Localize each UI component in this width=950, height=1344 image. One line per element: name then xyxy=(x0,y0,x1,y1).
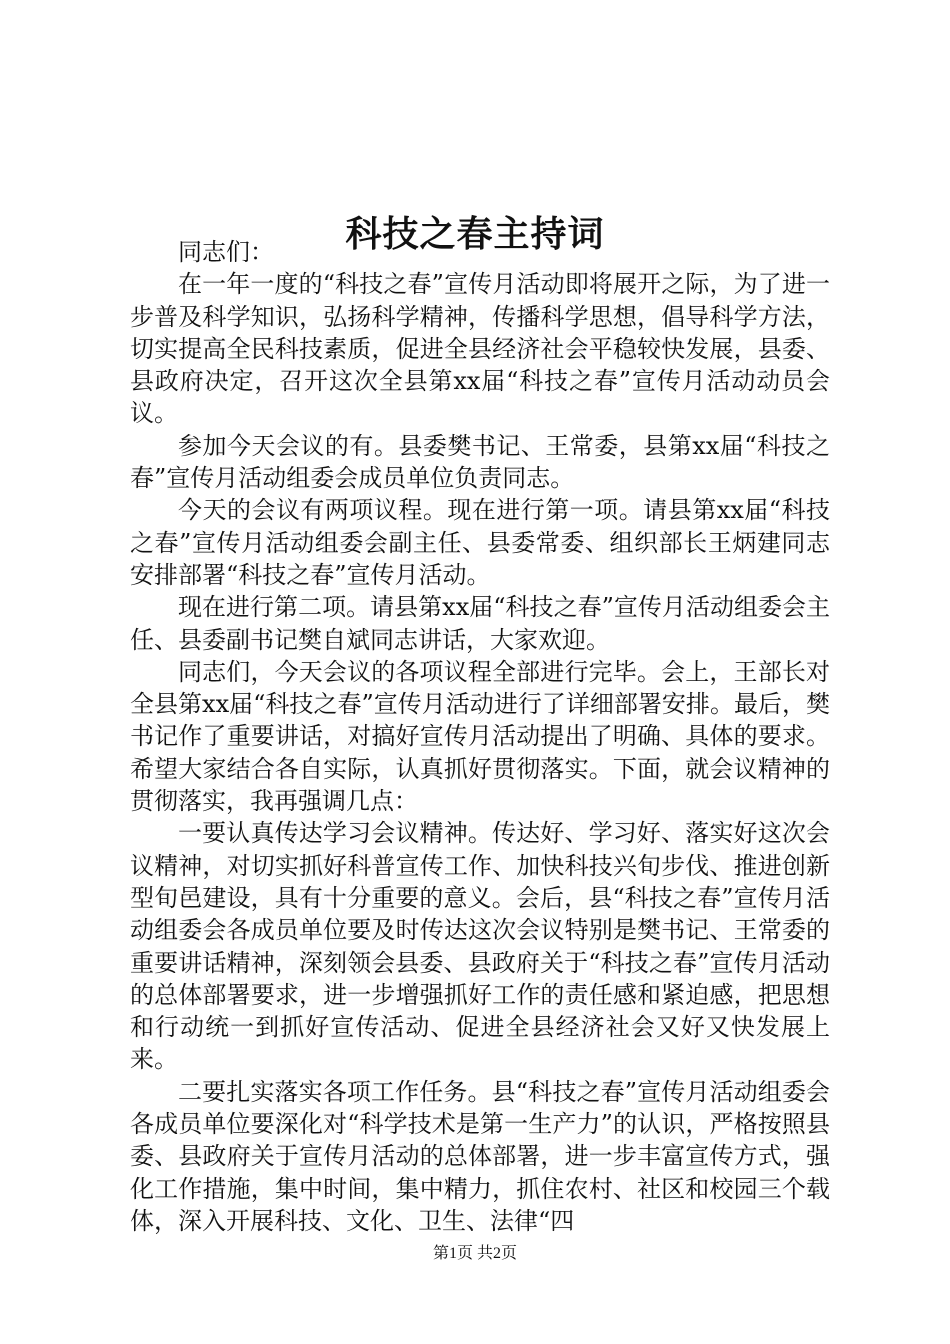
paragraph-3: 今天的会议有两项议程。现在进行第一项。请县第xx届“科技之春”宣传月活动组委会副主任、县委常委、组织部长王炳建同志安排部署“科技之春”宣传月活动。 xyxy=(130,496,830,589)
paragraph-4: 现在进行第二项。请县第xx届“科技之春”宣传月活动组委会主任、县委副书记樊自斌同志讲话，大家欢迎。 xyxy=(130,593,830,654)
paragraph-6: 一要认真传达学习会议精神。传达好、学习好、落实好这次会议精神，对切实抓好科普宣传工作、加快科技兴旬步伐、推进创新型旬邑建设，具有十分重要的意义。会后，县“科技之春”宣传月活动组委会各成员单位要及时传达这次会议特别是樊书记、王常委的重要讲话精神，深刻领会县委、县政府关于“科技之春”宣传月活动的总体部署要求，进一步增强抓好工作的责任感和紧迫感，把思想和行动统一到抓好宣传活动、促进全县经济社会又好又快发展上来。 xyxy=(130,819,830,1074)
paragraph-7: 二要扎实落实各项工作任务。县“科技之春”宣传月活动组委会各成员单位要深化对“科学技术是第一生产力”的认识，严格按照县委、县政府关于宣传月活动的总体部署，进一步丰富宣传方式，强化工作措施，集中时间，集中精力，抓住农村、社区和校园三个载体，深入开展科技、文化、卫生、法律“四 xyxy=(130,1077,830,1235)
document-title: 科技之春主持词 xyxy=(345,213,605,256)
paragraph-salutation: 同志们： xyxy=(178,238,274,266)
paragraph-1: 在一年一度的“科技之春”宣传月活动即将展开之际，为了进一步普及科学知识，弘扬科学精神，传播科学思想，倡导科学方法，切实提高全民科技素质，促进全县经济社会平稳较快发展，县委、县政府决定，召开这次全县第xx届“科技之春”宣传月活动动员会议。 xyxy=(130,270,830,428)
paragraph-5: 同志们，今天会议的各项议程全部进行完毕。会上，王部长对全县第xx届“科技之春”宣传月活动进行了详细部署安排。最后，樊书记作了重要讲话，对搞好宣传月活动提出了明确、具体的要求。希望大家结合各自实际，认真抓好贯彻落实。下面，就会议精神的贯彻落实，我再强调几点： xyxy=(130,657,830,816)
page-footer: 第1页 共2页 xyxy=(432,1245,517,1262)
paragraph-2: 参加今天会议的有。县委樊书记、王常委，县第xx届“科技之春”宣传月活动组委会成员单位负责同志。 xyxy=(130,431,830,493)
document-body xyxy=(130,236,830,1237)
